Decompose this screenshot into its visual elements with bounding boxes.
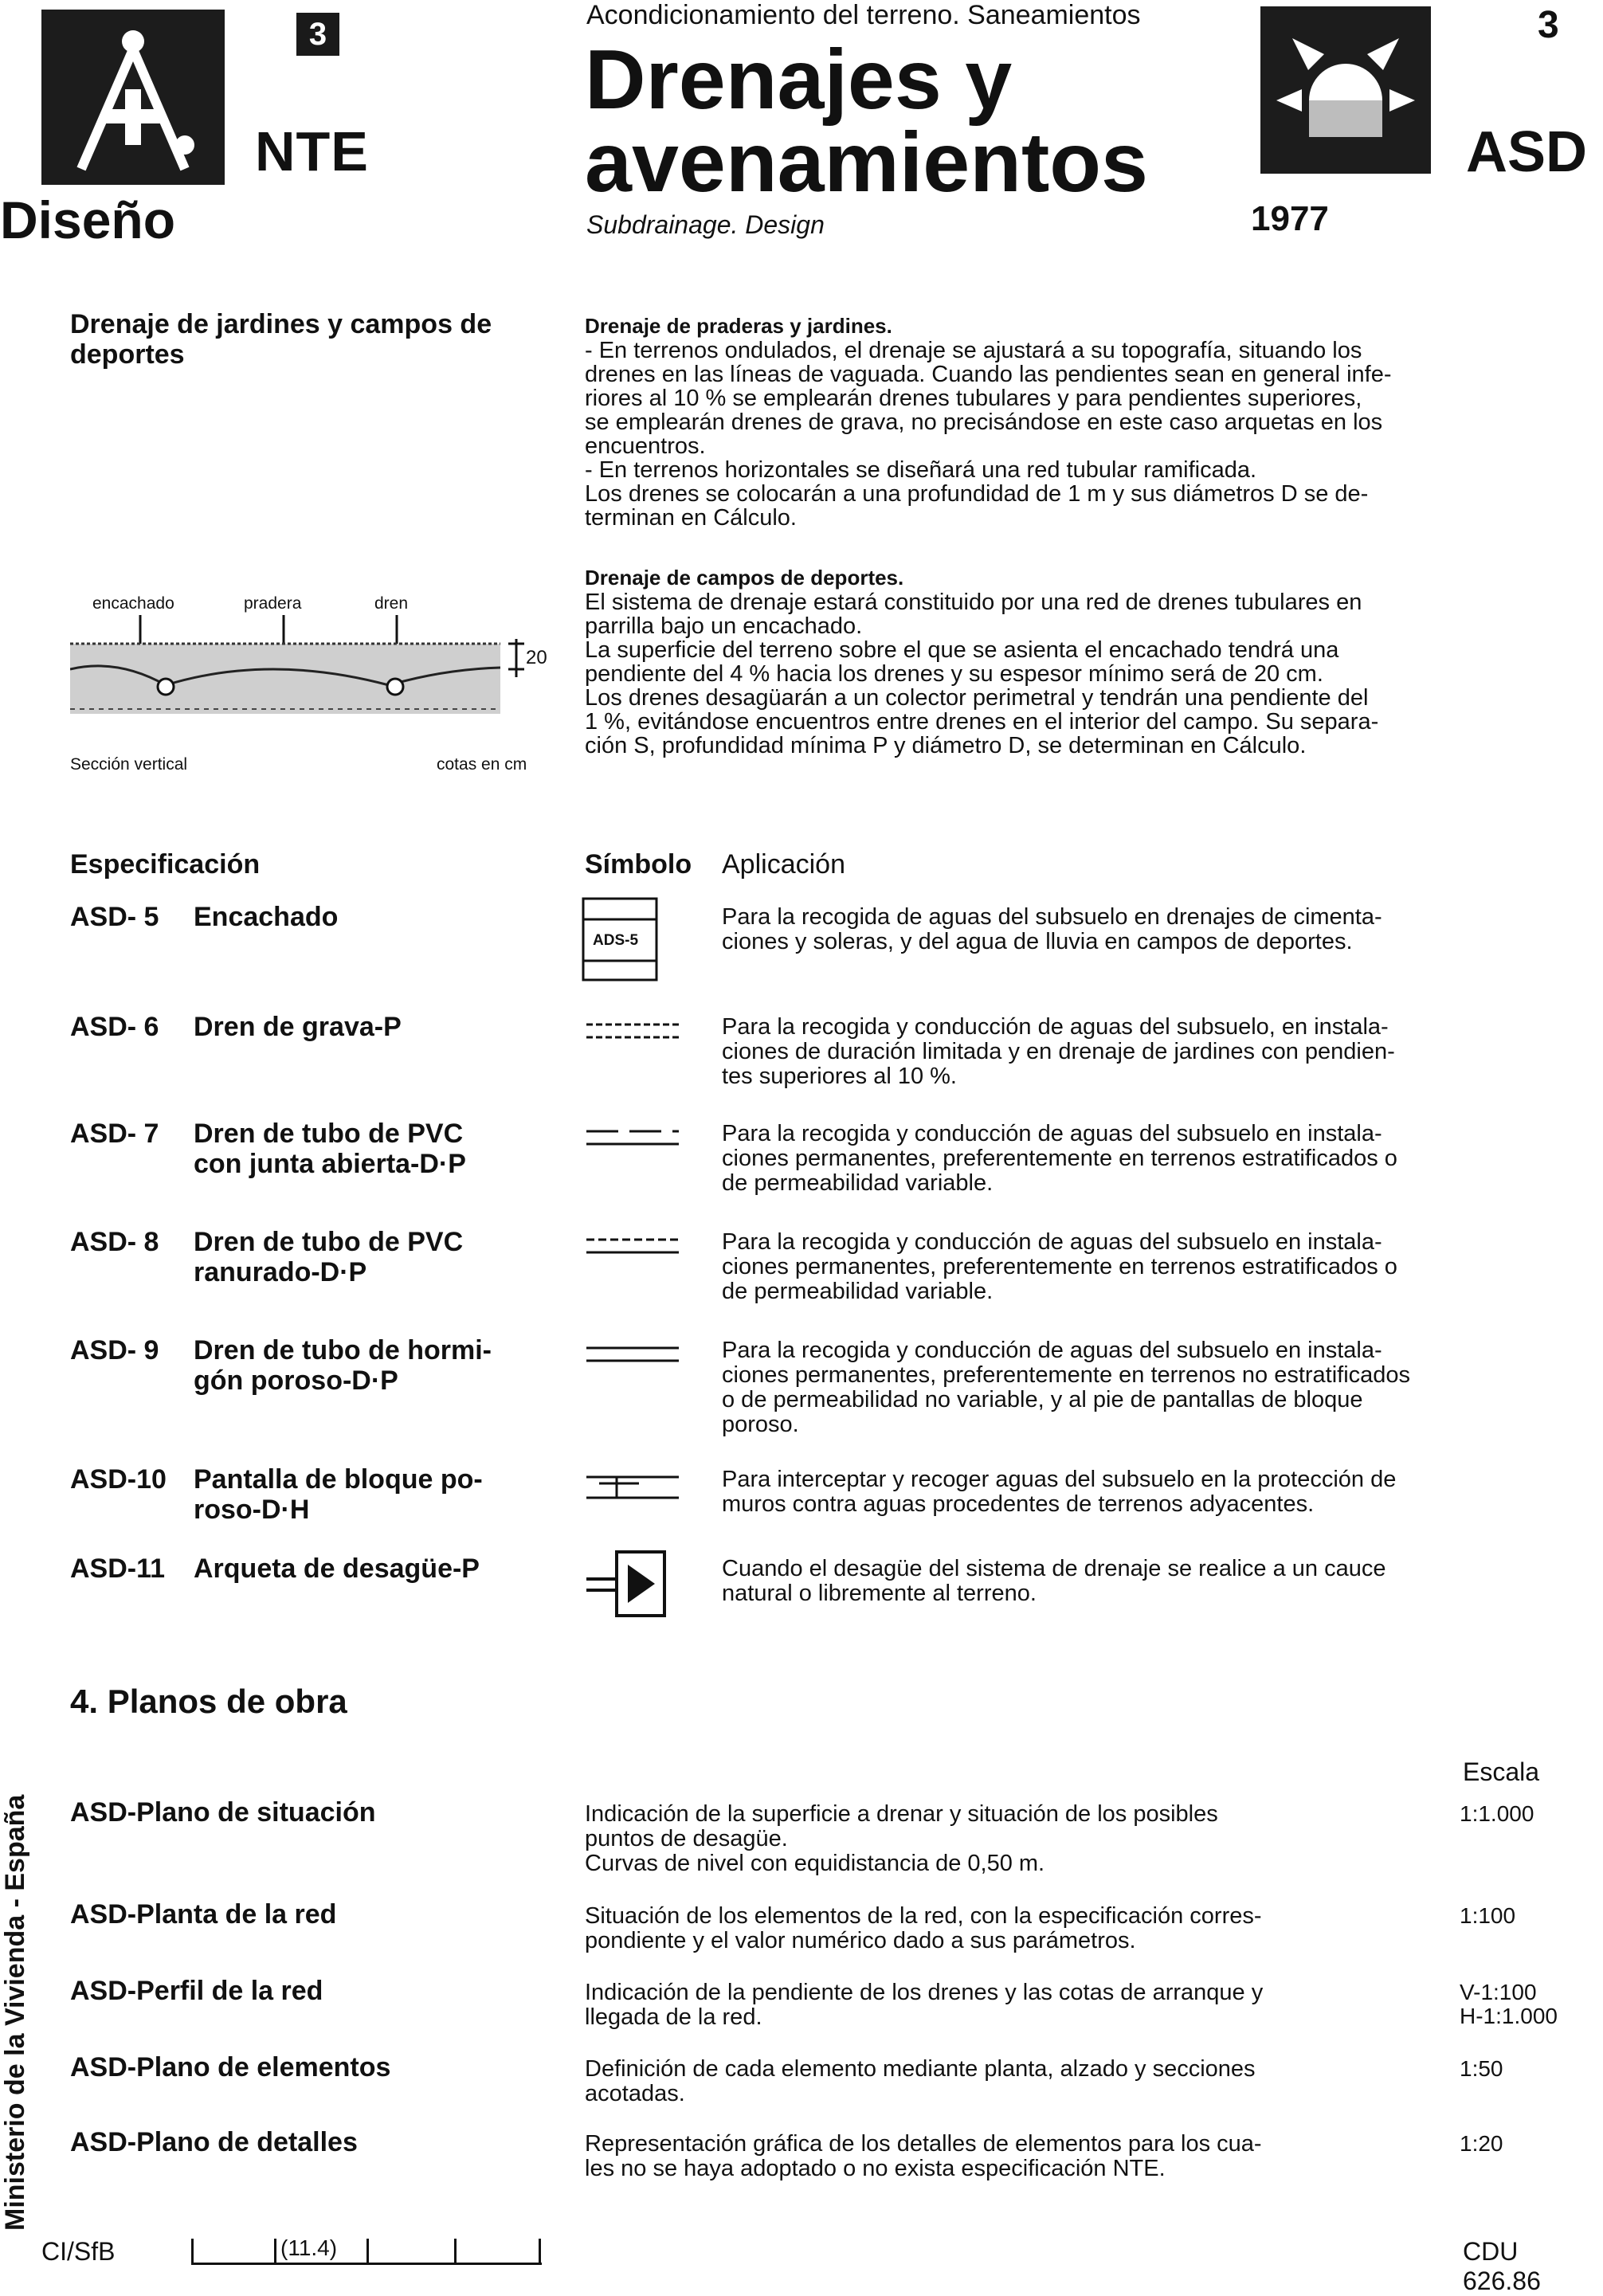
plan-scale: [1460, 2057, 1503, 2081]
spec-name-line: con junta abierta-D·P: [194, 1149, 466, 1179]
application-line: poroso.: [722, 1412, 799, 1437]
plan-scale-line: H-1:1.000: [1460, 2004, 1558, 2028]
plan-description-line: les no se haya adoptado o no exista especificación NTE.: [585, 2156, 1166, 2181]
plan-description-line: acotadas.: [585, 2081, 685, 2106]
spec-code: ASD- 9: [70, 1335, 159, 1365]
plan-scale-line: 1:1.000: [1460, 1801, 1534, 1826]
application-line: tes superiores al 10 %.: [722, 1064, 957, 1089]
spec-name-line: Dren de tubo de hormi-: [194, 1335, 492, 1365]
praderas-line: encuentros.: [585, 433, 706, 459]
application-line: Cuando el desagüe del sistema de drenaje se realice a un cauce: [722, 1556, 1386, 1581]
spec-code: ASD-10: [70, 1464, 167, 1495]
plan-name: ASD-Planta de la red: [70, 1899, 337, 1930]
plan-name: ASD-Perfil de la red: [70, 1976, 323, 2006]
pvc-open-joint-symbol-icon: [585, 1126, 680, 1154]
spec-name-line: ranurado-D·P: [194, 1257, 367, 1287]
cisfb-label: CI/SfB: [41, 2237, 116, 2266]
plan-name: ASD-Plano de situación: [70, 1797, 376, 1828]
grava-drain-symbol-icon: [585, 1020, 680, 1048]
label-pradera: pradera: [244, 594, 302, 613]
subtitle-top: Acondicionamiento del terreno. Saneamientos: [586, 0, 1141, 30]
plan-name: ASD-Plano de elementos: [70, 2052, 391, 2082]
deportes-heading: Drenaje de campos de deportes.: [585, 566, 904, 590]
plan-scale: [1460, 1981, 1558, 2028]
document-code: ASD: [1466, 120, 1588, 184]
plan-description-line: Indicación de la pendiente de los drenes y las cotas de arranque y: [585, 1980, 1264, 2005]
nte-label: NTE: [255, 120, 369, 182]
spec-name: [194, 1464, 483, 1525]
plan-scale: [1460, 2132, 1503, 2156]
plan-description-line: llegada de la red.: [585, 2004, 762, 2030]
scale-header: Escala: [1463, 1757, 1540, 1786]
plan-description-line: Representación gráfica de los detalles de elementos para los cua-: [585, 2131, 1262, 2157]
spec-name: [194, 1012, 402, 1042]
plan-scale: [1460, 1802, 1534, 1826]
spec-name: [194, 1554, 480, 1584]
application-line: ciones permanentes, preferentemente en terrenos no estratificados: [722, 1362, 1411, 1388]
deportes-line: 1 %, evitándose encuentros entre drenes en el interior del campo. Su separa-: [585, 709, 1379, 735]
application-line: o de permeabilidad no variable, y al pie de pantallas de bloque: [722, 1387, 1363, 1412]
year: 1977: [1251, 199, 1329, 238]
application-line: de permeabilidad variable.: [722, 1279, 994, 1304]
chapter-badge: 3: [296, 13, 339, 56]
plan-description-line: Curvas de nivel con equidistancia de 0,50 m.: [585, 1851, 1045, 1876]
application-line: Para la recogida y conducción de aguas del subsuelo en instala-: [722, 1121, 1382, 1146]
spec-code: ASD-11: [70, 1554, 166, 1584]
spec-application: [722, 1557, 1576, 1606]
spec-application: [722, 1230, 1576, 1304]
praderas-line: se emplearán drenes de grava, no precisándose en este caso arquetas en los: [585, 409, 1383, 435]
porous-concrete-symbol-icon: [585, 1343, 680, 1371]
symbol-label: ADS-5: [593, 932, 639, 949]
plan-scale-line: V-1:100: [1460, 1980, 1537, 2004]
spec-name-line: gón poroso-D·P: [194, 1365, 398, 1396]
praderas-line: terminan en Cálculo.: [585, 505, 797, 531]
application-line: muros contra aguas procedentes de terrenos adyacentes.: [722, 1491, 1315, 1517]
page-number: 3: [1538, 4, 1559, 46]
intro-heading: Drenaje de jardines y campos de deportes: [70, 309, 492, 370]
section-drawing: [70, 590, 548, 781]
spec-name: [194, 1335, 492, 1396]
deportes-line: parrilla bajo un encachado.: [585, 613, 863, 639]
spec-name: [194, 902, 338, 932]
planos-heading: 4. Planos de obra: [70, 1683, 347, 1720]
cdu-label: CDU 626.86: [1463, 2237, 1541, 2295]
plan-description: [585, 2057, 1437, 2106]
spec-name-line: Dren de grava-P: [194, 1012, 402, 1042]
application-line: Para la recogida y conducción de aguas del subsuelo en instala-: [722, 1229, 1382, 1255]
outlet-box-symbol-icon: [585, 1549, 672, 1624]
title-line-2: avenamientos: [585, 116, 1148, 210]
cisfb-code: (11.4): [280, 2235, 338, 2260]
deportes-text: [585, 590, 1573, 758]
spec-name-line: Arqueta de desagüe-P: [194, 1554, 480, 1584]
col-header-symbol: Símbolo: [585, 849, 692, 880]
spec-name: [194, 1119, 466, 1179]
nte-logo: [41, 10, 225, 185]
praderas-line: riores al 10 % se emplearán drenes tubulares y para pendientes superiores,: [585, 386, 1362, 411]
spec-application: [722, 1015, 1576, 1089]
praderas-line: - En terrenos ondulados, el drenaje se ajustará a su topografía, situando los: [585, 338, 1362, 363]
plan-scale-line: 1:20: [1460, 2131, 1503, 2156]
spec-name-line: Dren de tubo de PVC: [194, 1119, 464, 1149]
deportes-line: El sistema de drenaje estará constituido por una red de drenes tubulares en: [585, 590, 1362, 615]
spec-application: [722, 1467, 1576, 1517]
plan-scale-line: 1:50: [1460, 2056, 1503, 2081]
plan-description: [585, 2132, 1437, 2181]
section-diseno: Diseño: [0, 190, 176, 249]
plan-description-line: Definición de cada elemento mediante planta, alzado y secciones: [585, 2056, 1256, 2082]
ministry-vertical: Ministerio de la Vivienda - España: [0, 1794, 30, 2231]
label-dren: dren: [374, 594, 409, 613]
praderas-line: Los drenes se colocarán a una profundidad de 1 m y sus diámetros D se de-: [585, 481, 1369, 507]
deportes-line: pendiente del 4 % hacia los drenes y su espesor mínimo será de 20 cm.: [585, 661, 1323, 687]
spec-name-line: Encachado: [194, 902, 339, 932]
deportes-line: La superficie del terreno sobre el que se asienta el encachado tendrá una: [585, 637, 1339, 663]
spec-application: [722, 905, 1576, 954]
deportes-line: ción S, profundidad mínima P y diámetro D, se determinan en Cálculo.: [585, 733, 1307, 758]
plan-description-line: pondiente y el valor numérico dado a sus parámetros.: [585, 1928, 1136, 1953]
plan-description: [585, 1904, 1437, 1953]
caption-units: cotas en cm: [437, 755, 527, 774]
application-line: Para la recogida y conducción de aguas del subsuelo, en instala-: [722, 1014, 1389, 1040]
encachado-symbol-icon: [582, 895, 661, 987]
praderas-heading: Drenaje de praderas y jardines.: [585, 314, 892, 338]
plan-name: ASD-Plano de detalles: [70, 2127, 358, 2157]
spec-code: ASD- 8: [70, 1227, 159, 1257]
col-header-spec: Especificación: [70, 849, 261, 880]
application-line: Para interceptar y recoger aguas del subsuelo en la protección de: [722, 1467, 1397, 1492]
drainage-symbol-icon: [1260, 6, 1431, 174]
praderas-line: drenes en las líneas de vaguada. Cuando las pendientes sean en general infe-: [585, 362, 1392, 387]
spec-name: [194, 1227, 463, 1287]
spec-application: [722, 1338, 1576, 1437]
plan-scale: [1460, 1904, 1515, 1928]
praderas-line: - En terrenos horizontales se diseñará una red tubular ramificada.: [585, 457, 1257, 483]
application-line: de permeabilidad variable.: [722, 1170, 994, 1196]
spec-code: ASD- 5: [70, 902, 159, 932]
plan-description-line: Indicación de la superficie a drenar y situación de los posibles: [585, 1801, 1218, 1827]
plan-description-line: puntos de desagüe.: [585, 1826, 788, 1851]
application-line: ciones permanentes, preferentemente en terrenos estratificados o: [722, 1254, 1397, 1279]
plan-description: [585, 1802, 1437, 1876]
application-line: ciones permanentes, preferentemente en terrenos estratificados o: [722, 1146, 1397, 1171]
deportes-line: Los drenes desagüarán a un colector perimetral y tendrán una pendiente del: [585, 685, 1369, 711]
spec-application: [722, 1122, 1576, 1196]
caption-section: Sección vertical: [70, 755, 188, 774]
pvc-slotted-symbol-icon: [585, 1235, 680, 1263]
porous-block-screen-symbol-icon: [585, 1472, 680, 1508]
page-title: [585, 33, 1148, 210]
spec-name-line: Dren de tubo de PVC: [194, 1227, 464, 1257]
deportes-block: [585, 566, 1573, 758]
plan-scale-line: 1:100: [1460, 1903, 1516, 1928]
spec-code: ASD- 7: [70, 1119, 159, 1149]
praderas-text: [585, 339, 1573, 530]
spec-name-line: Pantalla de bloque po-: [194, 1464, 483, 1495]
application-line: Para la recogida y conducción de aguas del subsuelo en instala-: [722, 1338, 1382, 1363]
dimension-20: 20: [526, 647, 547, 668]
cisfb-field: [191, 2235, 542, 2265]
label-encachado: encachado: [92, 594, 174, 613]
subtitle-english: Subdrainage. Design: [586, 210, 825, 239]
plan-description: [585, 1981, 1437, 2030]
spec-code: ASD- 6: [70, 1012, 159, 1042]
application-line: natural o libremente al terreno.: [722, 1581, 1037, 1606]
spec-name-line: roso-D·H: [194, 1495, 310, 1525]
application-line: Para la recogida de aguas del subsuelo en drenajes de cimenta-: [722, 904, 1382, 930]
praderas-block: [585, 314, 1573, 530]
col-header-app: Aplicación: [722, 849, 845, 880]
application-line: ciones de duración limitada y en drenaje de jardines con pendien-: [722, 1039, 1395, 1064]
title-line-1: Drenajes y: [585, 33, 1013, 127]
plan-description-line: Situación de los elementos de la red, con la especificación corres-: [585, 1903, 1262, 1929]
application-line: ciones y soleras, y del agua de lluvia en campos de deportes.: [722, 929, 1353, 954]
